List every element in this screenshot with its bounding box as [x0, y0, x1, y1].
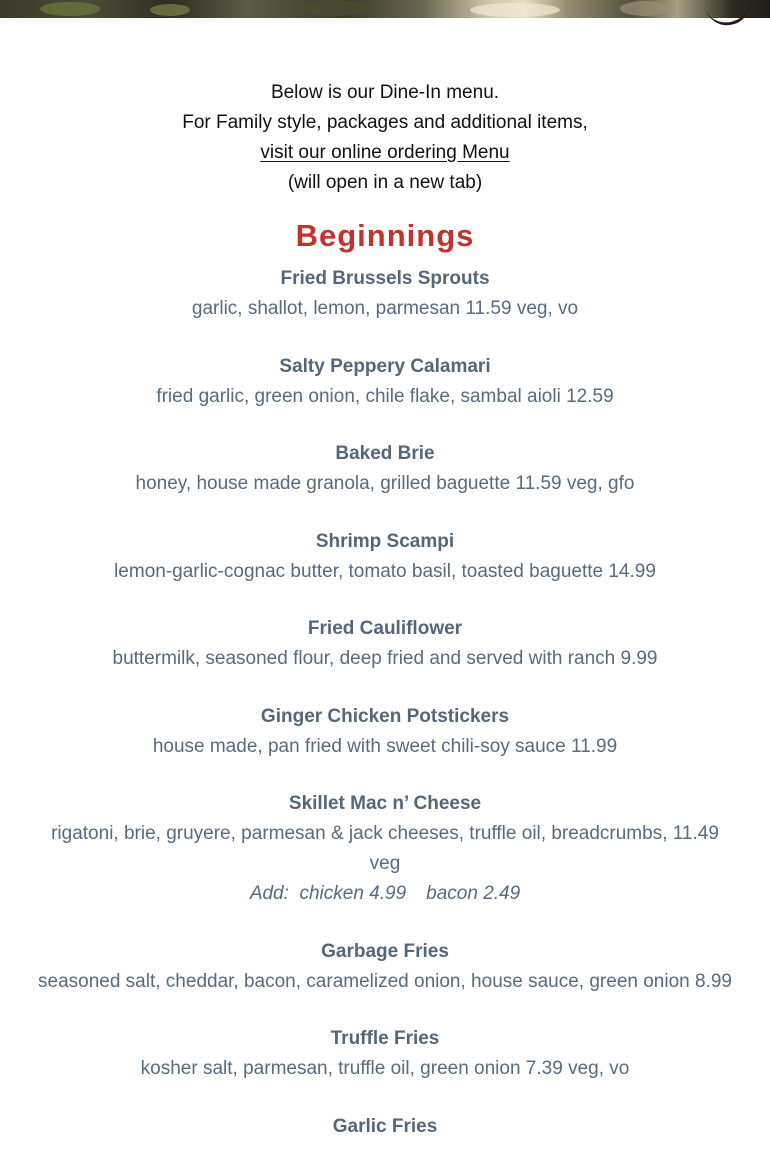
sauce-drizzle-decoration	[703, 0, 755, 30]
menu-item	[30, 702, 740, 762]
intro-line-new-tab-note: (will open in a new tab)	[287, 172, 483, 193]
menu-item-description: lemon-garlic-cognac butter, tomato basil, toasted baguette 14.99	[114, 560, 656, 582]
menu-item-description: house made, pan fried with sweet chili-soy sauce 11.99	[152, 735, 618, 757]
menu-item-name: Truffle Fries	[330, 1028, 440, 1049]
menu-item-description: kosher salt, parmesan, truffle oil, green onion 7.39 veg, vo	[140, 1058, 630, 1079]
menu-intro	[0, 78, 770, 198]
menu-item	[30, 789, 740, 909]
menu-list	[30, 264, 740, 1169]
add-ons-label: Add:	[249, 883, 289, 904]
menu-item-description: honey, house made granola, grilled baguette 11.59 veg, gfo	[135, 473, 635, 494]
menu-item	[30, 264, 740, 324]
section-title-beginnings: Beginnings	[295, 218, 475, 253]
menu-item-description: rigatoni, brie, gruyere, parmesan & jack cheeses, truffle oil, breadcrumbs, 11.49 veg	[51, 823, 719, 874]
menu-item	[30, 614, 740, 674]
menu-item-description: garlic, shallot, lemon, parmesan 11.59 veg, vo	[191, 298, 579, 319]
menu-item	[30, 439, 740, 499]
online-ordering-link-wrap	[0, 138, 770, 168]
menu-item-name: Garbage Fries	[321, 940, 449, 962]
menu-item-name: Baked Brie	[335, 443, 435, 464]
menu-item-name: Salty Peppery Calamari	[279, 355, 491, 377]
intro-line-dine-in: Below is our Dine-In menu.	[270, 82, 500, 103]
menu-item	[30, 352, 740, 412]
menu-item-add-ons	[30, 879, 740, 909]
menu-item-name: Ginger Chicken Potstickers	[260, 705, 510, 727]
hero-food-image	[0, 0, 770, 18]
online-ordering-menu-link[interactable]: visit our online ordering Menu	[260, 142, 510, 163]
menu-item-name: Shrimp Scampi	[315, 530, 455, 552]
menu-item	[30, 1024, 740, 1084]
menu-item-description: fried garlic, green onion, chile flake, sambal aioli 12.59	[156, 385, 614, 407]
menu-item-description: seasoned salt, cheddar, bacon, caramelized onion, house sauce, green onion 8.99	[38, 970, 732, 992]
menu-item	[30, 937, 740, 997]
menu-item	[30, 527, 740, 587]
menu-item-name: Fried Cauliflower	[307, 618, 463, 639]
menu-item-description: buttermilk, seasoned flour, deep fried and served with ranch 9.99	[112, 648, 658, 669]
menu-item	[30, 1112, 740, 1142]
add-on-bacon: bacon 2.49	[426, 883, 521, 904]
menu-item-name: Fried Brussels Sprouts	[280, 268, 490, 289]
add-on-chicken: chicken 4.99	[299, 883, 407, 904]
menu-item-name: Skillet Mac n’ Cheese	[288, 793, 482, 814]
menu-item-name: Garlic Fries	[332, 1115, 438, 1137]
intro-line-family-style: For Family style, packages and additional items,	[182, 112, 588, 133]
